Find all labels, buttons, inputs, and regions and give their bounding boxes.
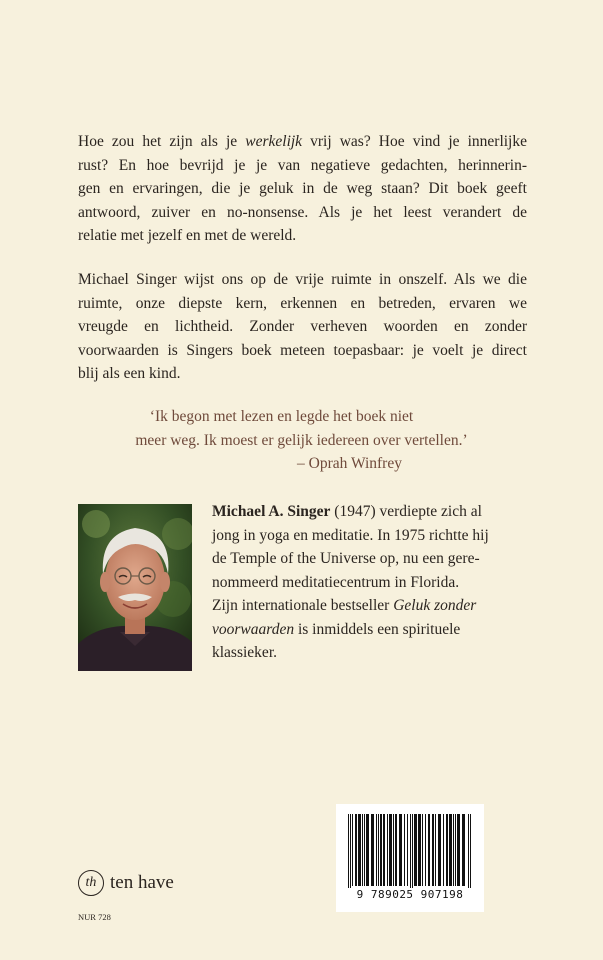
- bio-line: [212, 618, 528, 642]
- blurb-line: Michael Singer wijst ons op de vrije ruimte in onszelf. Als we die: [78, 271, 527, 288]
- quote-line: ‘Ik begon met lezen en legde het boek niet: [149, 408, 414, 425]
- blurb-paragraph-1: [78, 130, 527, 248]
- publisher-name: ten have: [110, 872, 174, 893]
- author-photo: [78, 504, 192, 671]
- blurb-line: antwoord, zuiver en no-nonsense. Als je het leest verandert de: [78, 203, 527, 221]
- publisher-logo: [78, 870, 174, 896]
- author-bio: [212, 500, 528, 665]
- emphasis-werkelijk: werkelijk: [245, 133, 303, 150]
- nur-code: NUR 728: [78, 912, 111, 922]
- text-span: vrij was? Hoe vind je innerlijke: [302, 133, 527, 150]
- author-name: Michael A. Singer: [212, 503, 331, 520]
- bio-line: klassieker.: [212, 644, 277, 661]
- blurb-paragraph-2: [78, 268, 527, 386]
- blurb-line: gen en ervaringen, die je geluk in de weg staan? Dit boek geeft: [78, 180, 527, 197]
- endorsement-quote: [0, 405, 603, 476]
- book-title-emphasis: Geluk zonder: [393, 597, 477, 614]
- isbn-number: 9 789025 907198: [356, 888, 464, 901]
- book-title-emphasis: voorwaarden: [212, 620, 295, 638]
- bio-line: nommeerd meditatiecentrum in Florida.: [212, 573, 460, 591]
- text-span: is inmiddels een spirituele: [294, 620, 461, 638]
- blurb-line: rust? En hoe bevrijd je je van negatieve gedachten, herinnerin-: [78, 156, 527, 174]
- text-span: Hoe zou het zijn als je: [78, 133, 246, 150]
- isbn-barcode: [336, 804, 484, 912]
- bio-line: jong in yoga en meditatie. In 1975 richtte hij: [212, 526, 489, 544]
- publisher-mark-icon: th: [78, 870, 104, 896]
- bio-line: [212, 500, 528, 524]
- blurb-line: ruimte, onze diepste kern, erkennen en betreden, ervaren we: [78, 294, 527, 312]
- quote-line: meer weg. Ik moest er gelijk iedereen over vertellen.’: [135, 431, 468, 449]
- blurb-line: [78, 130, 527, 154]
- text-span: (1947) verdiepte zich al: [330, 503, 482, 520]
- blurb-line: vreugde en lichtheid. Zonder verheven woorden en zonder: [78, 318, 527, 335]
- bio-line: [212, 594, 528, 618]
- blurb-line: blij als een kind.: [78, 365, 181, 382]
- blurb-line: relatie met jezelf en met de wereld.: [78, 227, 297, 244]
- text-span: Zijn internationale bestseller: [212, 597, 394, 614]
- bio-line: de Temple of the Universe op, nu een gere-: [212, 550, 480, 567]
- blurb-line: voorwaarden is Singers boek meteen toepasbaar: je voelt je direct: [78, 341, 527, 359]
- barcode-bars: [336, 804, 484, 888]
- quote-attribution: – Oprah Winfrey: [297, 455, 402, 472]
